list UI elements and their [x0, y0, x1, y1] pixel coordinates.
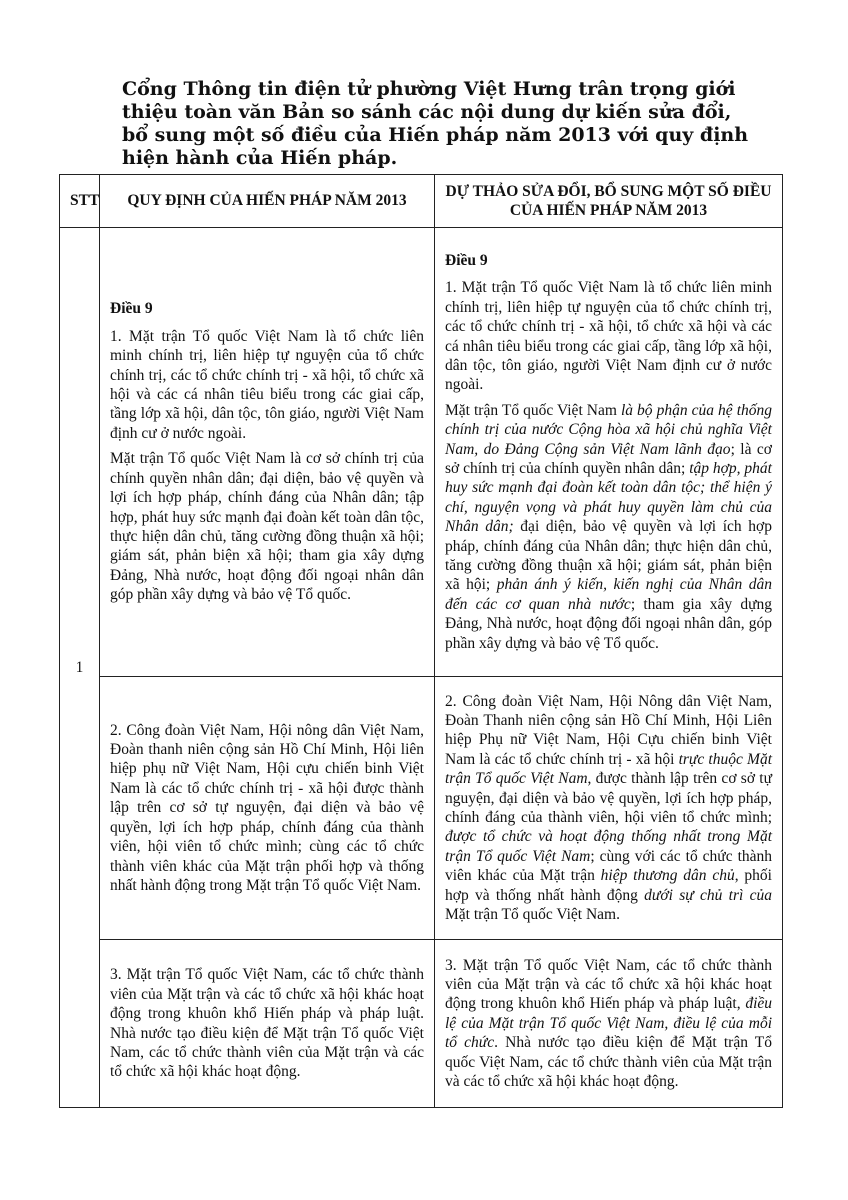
amended-text: là bộ phận của hệ thống chính trị của nước Cộng hòa xã hội chủ nghĩa Việt Nam, do Đảng Cộng sản Việt Nam lãnh đạo — [445, 401, 772, 458]
amended-text: trực thuộc Mặt trận Tổ quốc Việt Nam — [445, 750, 773, 788]
text-span: Mặt trận Tổ quốc Việt Nam. — [445, 906, 620, 924]
amended-text: phản ánh ý kiến, kiến nghị của Nhân dân đến các cơ quan nhà nước — [445, 576, 772, 613]
text-span: . Nhà nước tạo điều kiện để Mặt trận Tổ quốc Việt Nam, các tổ chức thành viên của Mặt trận và các tổ chức xã hội khác hoạt động. — [445, 1034, 772, 1091]
header-stt: STT — [60, 175, 100, 228]
paragraph: 3. Mặt trận Tổ quốc Việt Nam, các tổ chức thành viên của Mặt trận và các tổ chức xã hội khác hoạt động trong khuôn khổ Hiến pháp và pháp luật. Nhà nước tạo điều kiện để Mặt trận Tổ quốc Việt Nam, các tổ chức thành viên của Mặt trận và các tổ chức xã hội khác hoạt động. — [110, 966, 424, 1081]
amended-text: được tổ chức và hoạt động thống nhất trong Mặt trận Tổ quốc Việt Nam — [445, 828, 772, 865]
paragraph: 2. Công đoàn Việt Nam, Hội nông dân Việt Nam, Đoàn thanh niên cộng sản Hồ Chí Minh, Hội liên hiệp phụ nữ Việt Nam, Hội cựu chiến binh Việt Nam là các tổ chức chính trị - xã hội được thành lập trên cơ sở tự nguyện, đại diện và bảo vệ quyền, lợi ích hợp pháp, chính đáng của thành viên, hội viên tổ chức mình; cùng các tổ chức thành viên khác của Mặt trận phối hợp và thống nhất hành động trong Mặt trận Tổ quốc Việt Nam. — [110, 721, 424, 894]
text-span: 3. Mặt trận Tổ quốc Việt Nam, các tổ chức thành viên của Mặt trận và các tổ chức xã hội khác hoạt động trong khuôn khổ Hiến pháp và pháp luật, — [445, 956, 772, 1013]
text-span: ; là cơ sở chính trị của chính quyền nhân dân; — [445, 440, 772, 477]
current-cell-clause-2 — [100, 677, 435, 940]
table-header-row — [60, 175, 783, 228]
text-span: Mặt trận Tổ quốc Việt Nam — [445, 401, 621, 419]
text-span: , phối hợp và thống nhất hành động — [445, 867, 772, 904]
table-row — [60, 228, 783, 677]
amended-text: tập hợp, phát huy sức mạnh đại đoàn kết toàn dân tộc; thể hiện ý chí, nguyện vọng và phát huy quyền làm chủ của Nhân dân; — [445, 460, 772, 536]
text-span: ; tham gia xây dựng Đảng, Nhà nước, hoạt động đối ngoại nhân dân, góp phần xây dựng và bảo vệ Tổ quốc. — [445, 595, 773, 652]
text-span: , được thành lập trên cơ sở tự nguyện, đại diện và bảo vệ quyền, lợi ích hợp pháp, chính đáng của thành viên, hội viên tổ chức mình; — [445, 770, 772, 826]
amended-text: dưới sự chủ trì của — [644, 886, 772, 904]
header-current-constitution: QUY ĐỊNH CỦA HIẾN PHÁP NĂM 2013 — [100, 175, 435, 228]
table-row — [60, 677, 783, 940]
comparison-table — [59, 174, 783, 1108]
draft-cell-clause-2 — [435, 677, 783, 940]
current-cell-clause-3 — [100, 940, 435, 1108]
text-span: 2. Công đoàn Việt Nam, Hội Nông dân Việt Nam, Đoàn Thanh niên cộng sản Hồ Chí Minh, Hội Liên hiệp Phụ nữ Việt Nam, Hội Cựu chiến binh Việt Nam là các tổ chức chính trị - xã hội — [445, 692, 772, 768]
current-cell-article-9-clause-1 — [100, 228, 435, 677]
paragraph: 1. Mặt trận Tổ quốc Việt Nam là tổ chức liên minh chính trị, liên hiệp tự nguyện của tổ chức chính trị, các tổ chức chính trị - xã hội, tổ chức xã hội và các cá nhân tiêu biểu trong các giai cấp, tầng lớp xã hội, dân tộc, tôn giáo, người Việt Nam định cư ở nước ngoài. — [445, 279, 772, 394]
amended-text: hiệp thương dân chủ — [600, 867, 735, 885]
amended-text: điều lệ của Mặt trận Tổ quốc Việt Nam, điều lệ của mỗi tổ chức — [445, 995, 772, 1052]
paragraph: 1. Mặt trận Tổ quốc Việt Nam là tổ chức liên minh chính trị, liên hiệp tự nguyện của tổ chức chính trị, các tổ chức chính trị - xã hội, tổ chức xã hội và các cá nhân tiêu biểu trong các giai cấp, tầng lớp xã hội, dân tộc, tôn giáo, người Việt Nam định cư ở nước ngoài. — [110, 327, 424, 442]
paragraph — [445, 401, 772, 653]
text-span: ; cùng với các tổ chức thành viên khác của Mặt trận — [445, 847, 773, 885]
draft-cell-clause-3 — [435, 940, 783, 1108]
draft-cell-article-9-clause-1 — [435, 228, 783, 677]
paragraph: Mặt trận Tổ quốc Việt Nam là cơ sở chính trị của chính quyền nhân dân; đại diện, bảo vệ quyền và lợi ích hợp pháp, chính đáng của Nhân dân; tập hợp, phát huy sức mạnh đại đoàn kết toàn dân tộc, thực hiện dân chủ, tăng cường đồng thuận xã hội; giám sát, phản biện xã hội; tham gia xây dựng Đảng, Nhà nước, hoạt động đối ngoại nhân dân góp phần xây dựng và bảo vệ Tổ quốc. — [110, 450, 424, 604]
text-span: đại diện, bảo vệ quyền và lợi ích hợp pháp, chính đáng của Nhân dân; thực hiện dân chủ, tăng cường đồng thuận xã hội; giám sát, phản biện xã hội; — [445, 518, 772, 594]
article-heading: Điều 9 — [110, 300, 153, 318]
article-heading: Điều 9 — [445, 251, 488, 269]
page-title: Cổng Thông tin điện tử phường Việt Hưng trân trọng giới thiệu toàn văn Bản so sánh các nội dung dự kiến sửa đổi, bổ sung một số điều của Hiến pháp năm 2013 với quy định hiện hành của Hiến pháp. — [122, 78, 749, 169]
paragraph — [445, 692, 772, 925]
header-draft-amendment: DỰ THẢO SỬA ĐỔI, BỔ SUNG MỘT SỐ ĐIỀU CỦA HIẾN PHÁP NĂM 2013 — [435, 175, 783, 228]
stt-cell: 1 — [60, 228, 100, 1108]
table-row — [60, 940, 783, 1108]
paragraph — [445, 956, 772, 1092]
